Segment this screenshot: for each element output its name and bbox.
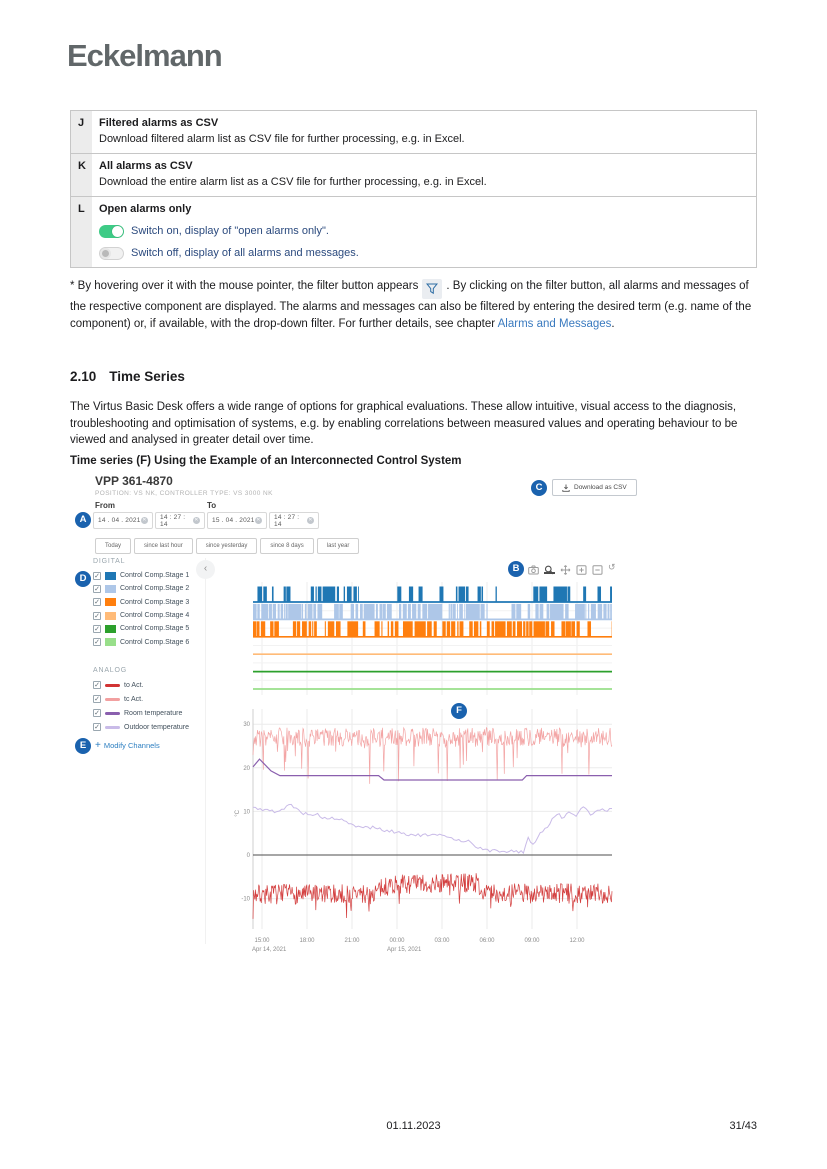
- zoom-in-icon[interactable]: [576, 562, 587, 574]
- toggle-label: Switch on, display of "open alarms only".: [131, 225, 329, 237]
- legend-item: [93, 596, 189, 609]
- legend-item: [93, 569, 189, 582]
- quick-range-buttons: [95, 538, 359, 554]
- series-color-swatch: [105, 712, 120, 715]
- footer-date: 01.11.2023: [386, 1120, 441, 1132]
- to-time-value: 14 : 27 : 14: [274, 513, 300, 528]
- svg-text:10: 10: [243, 809, 250, 816]
- from-time-field[interactable]: [155, 512, 205, 529]
- last-year-button[interactable]: last year: [317, 538, 360, 554]
- modify-channels-link[interactable]: [95, 740, 160, 751]
- toggle-knob: [100, 248, 111, 259]
- to-date-value: 15 . 04 . 2021: [212, 517, 255, 524]
- channel-checkbox[interactable]: ✓: [94, 625, 100, 633]
- legend-item: [93, 635, 189, 648]
- legend-table: [70, 110, 757, 268]
- row-description: Download filtered alarm list as CSV file for further processing, e.g. in Excel.: [99, 133, 465, 145]
- download-icon: [562, 484, 570, 492]
- row-title: All alarms as CSV: [99, 160, 193, 172]
- table-row: [71, 197, 756, 268]
- table-row: [71, 154, 756, 197]
- row-description: Download the entire alarm list as a CSV file for further processing, e.g. in Excel.: [99, 176, 487, 188]
- series-label: Control Comp.Stage 4: [120, 612, 190, 620]
- callout-marker-e: E: [75, 738, 91, 754]
- svg-text:18:00: 18:00: [299, 938, 315, 944]
- digital-legend-items: [93, 569, 189, 649]
- toggle-knob: [112, 226, 123, 237]
- callout-marker-f: F: [451, 703, 467, 719]
- zoom-tool-icon[interactable]: [544, 562, 555, 574]
- series-color-swatch: [105, 638, 116, 646]
- svg-text:30: 30: [243, 722, 250, 729]
- svg-text:-10: -10: [241, 896, 250, 903]
- row-title: Open alarms only: [99, 203, 192, 215]
- svg-text:°C: °C: [235, 810, 241, 817]
- svg-text:20: 20: [243, 765, 250, 772]
- legend-item: [93, 609, 189, 622]
- to-date-field[interactable]: [207, 512, 267, 529]
- series-label: Control Comp.Stage 3: [120, 598, 190, 606]
- callout-marker-c: C: [531, 480, 547, 496]
- legend-item: [93, 720, 189, 734]
- svg-text:Apr 14, 2021: Apr 14, 2021: [252, 947, 287, 953]
- section-number: 2.10: [70, 369, 97, 384]
- since-last-hour-button[interactable]: since last hour: [134, 538, 193, 554]
- legend-item: [93, 706, 189, 720]
- series-color-swatch: [105, 698, 120, 701]
- row-key: J: [71, 111, 92, 153]
- filter-icon[interactable]: [422, 279, 442, 299]
- series-color-swatch: [105, 598, 116, 606]
- series-color-swatch: [105, 572, 116, 580]
- series-label: Control Comp.Stage 5: [120, 625, 190, 633]
- series-label: Control Comp.Stage 2: [120, 585, 190, 593]
- callout-marker-a: A: [75, 512, 91, 528]
- today-button[interactable]: Today: [95, 538, 131, 554]
- clear-icon[interactable]: ✕: [194, 517, 199, 523]
- pan-tool-icon[interactable]: [560, 562, 571, 574]
- row-content: [92, 111, 756, 153]
- note-text: . By clicking on the filter button, all alarms and messages of the respective component are displayed. The alarms and messages can also be filtered by entering the desired term (e.g. name of the component) or, if available, with the drop-down filter. For further details, see chapter: [70, 280, 752, 330]
- collapse-sidebar-button[interactable]: ‹: [196, 560, 215, 579]
- modify-channels-label: Modify Channels: [103, 741, 160, 750]
- svg-text:Apr 15, 2021: Apr 15, 2021: [387, 947, 422, 953]
- channel-checkbox[interactable]: ✓: [94, 696, 100, 703]
- callout-marker-d: D: [75, 571, 91, 587]
- series-color-swatch: [105, 684, 120, 687]
- toggle-on-switch[interactable]: [99, 225, 124, 238]
- section-paragraph: The Virtus Basic Desk offers a wide range of options for graphical evaluations. These allow intuitive, visual access to the diagnosis, troubleshooting and optimisation of systems, e.g. by enabling correlations between measured values and operating behaviour to be viewed and analysed in greater detail over time.: [70, 401, 738, 446]
- from-time-value: 14 : 27 : 14: [160, 513, 186, 528]
- figure-caption: Time series (F) Using the Example of an Interconnected Control System: [70, 455, 462, 467]
- svg-text:09:00: 09:00: [524, 938, 540, 944]
- clear-icon[interactable]: ✕: [256, 517, 261, 523]
- analog-legend-label: ANALOG: [93, 667, 127, 674]
- since-yesterday-button[interactable]: since yesterday: [196, 538, 258, 554]
- toggle-row: [99, 246, 746, 260]
- channel-checkbox[interactable]: ✓: [94, 572, 100, 580]
- svg-text:03:00: 03:00: [434, 938, 450, 944]
- plus-icon: +: [95, 740, 101, 751]
- zoom-out-icon[interactable]: [592, 562, 603, 574]
- svg-text:06:00: 06:00: [479, 938, 495, 944]
- svg-text:12:00: 12:00: [569, 938, 585, 944]
- sidebar-divider: [205, 558, 206, 944]
- download-csv-label: Download as CSV: [574, 484, 627, 491]
- section-title: Time Series: [109, 369, 185, 384]
- from-date-field[interactable]: [93, 512, 153, 529]
- component-title: VPP 361-4870: [95, 474, 173, 488]
- time-series-screenshot: [75, 474, 765, 960]
- since-8-days-button[interactable]: since 8 days: [260, 538, 313, 554]
- series-color-swatch: [105, 726, 120, 729]
- series-label: Outdoor temperature: [124, 723, 189, 731]
- callout-marker-b: B: [508, 561, 524, 577]
- footer-page-number: 31/43: [729, 1120, 757, 1132]
- series-label: tc Act.: [124, 695, 144, 703]
- svg-text:21:00: 21:00: [344, 938, 360, 944]
- svg-text:15:00: 15:00: [254, 938, 270, 944]
- series-color-swatch: [105, 585, 116, 593]
- to-time-field[interactable]: [269, 512, 319, 529]
- reset-axes-icon[interactable]: ↺: [608, 562, 616, 572]
- series-color-swatch: [105, 625, 116, 633]
- to-label: To: [207, 501, 217, 510]
- time-series-chart[interactable]: [230, 554, 630, 960]
- svg-text:00:00: 00:00: [389, 938, 405, 944]
- note-text: * By hovering over it with the mouse pointer, the filter button appears: [70, 280, 419, 292]
- series-label: Control Comp.Stage 1: [120, 572, 190, 580]
- channel-checkbox[interactable]: ✓: [94, 682, 100, 689]
- digital-legend-label: DIGITAL: [93, 558, 126, 565]
- channel-checkbox[interactable]: ✓: [94, 612, 100, 620]
- analog-legend-items: [93, 678, 189, 734]
- legend-item: [93, 678, 189, 692]
- channel-checkbox[interactable]: ✓: [94, 585, 100, 593]
- analog-legend: [93, 667, 189, 734]
- svg-text:0: 0: [246, 853, 250, 859]
- note-text: .: [611, 317, 615, 330]
- clear-icon[interactable]: ✕: [308, 517, 313, 523]
- channel-checkbox[interactable]: ✓: [94, 599, 100, 607]
- toggle-label: Switch off, display of all alarms and messages.: [131, 247, 359, 259]
- clear-icon[interactable]: ✕: [142, 517, 147, 523]
- row-key: K: [71, 154, 92, 196]
- legend-item: [93, 582, 189, 595]
- from-date-value: 14 . 04 . 2021: [98, 517, 141, 524]
- row-content: [92, 154, 756, 196]
- footnote-paragraph: [70, 278, 760, 332]
- series-label: Room temperature: [124, 709, 183, 717]
- series-label: Control Comp.Stage 6: [120, 638, 190, 646]
- camera-snapshot-icon[interactable]: [528, 562, 539, 574]
- download-csv-button[interactable]: [552, 479, 637, 496]
- legend-item: [93, 622, 189, 635]
- company-logo: Eckelmann: [67, 38, 222, 73]
- section-heading: [70, 369, 185, 384]
- row-key: L: [71, 197, 92, 267]
- series-color-swatch: [105, 612, 116, 620]
- chart-toolbar: [528, 562, 619, 574]
- row-content: [92, 197, 756, 267]
- channel-checkbox[interactable]: ✓: [94, 710, 100, 717]
- table-row: [71, 111, 756, 154]
- toggle-row: [99, 224, 746, 238]
- digital-legend: [93, 558, 189, 649]
- component-subtitle: POSITION: VS NK, CONTROLLER TYPE: VS 3000 NK: [95, 490, 273, 497]
- toggle-off-switch[interactable]: [99, 247, 124, 260]
- channel-checkbox[interactable]: ✓: [94, 639, 100, 647]
- row-title: Filtered alarms as CSV: [99, 117, 219, 129]
- channel-checkbox[interactable]: ✓: [94, 724, 100, 731]
- from-label: From: [95, 501, 115, 510]
- alarms-and-messages-link[interactable]: Alarms and Messages: [497, 317, 612, 330]
- series-label: to Act.: [124, 681, 144, 689]
- legend-item: [93, 692, 189, 706]
